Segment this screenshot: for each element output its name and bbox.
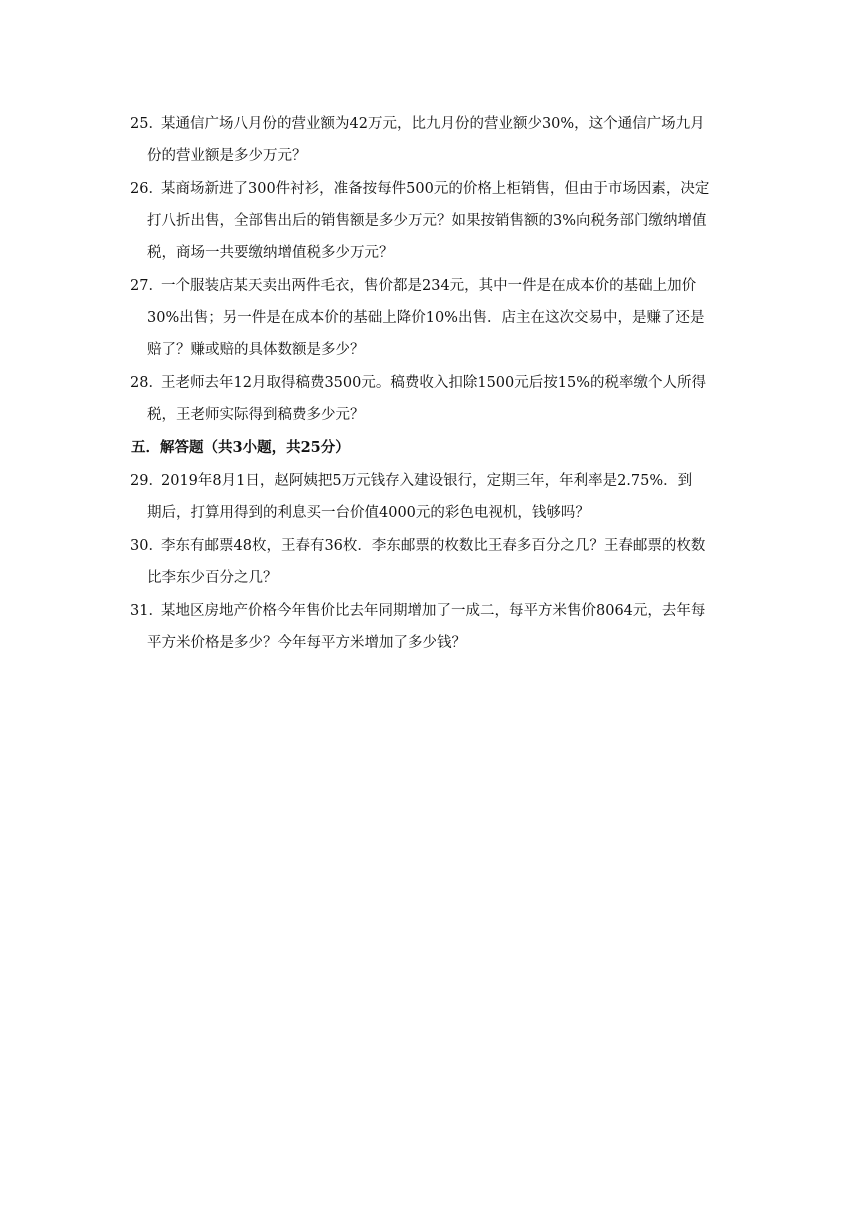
question-text-line: 赔了？赚或赔的具体数额是多少？	[147, 342, 365, 358]
question-text-line: 打八折出售，全部售出后的销售额是多少万元？如果按销售额的3%向税务部门缴纳增值	[147, 213, 707, 229]
question-text-line: 李东有邮票48枚，王春有36枚．李东邮票的枚数比王春多百分之几？王春邮票的枚数	[161, 538, 706, 554]
question-number: 26．	[130, 181, 163, 197]
question-29	[131, 465, 731, 529]
question-text-line: 期后，打算用得到的利息买一台价值4000元的彩色电视机，钱够吗？	[147, 505, 590, 521]
question-27	[131, 270, 731, 366]
question-text-line: 2019年8月1日，赵阿姨把5万元钱存入建设银行，定期三年，年利率是2.75%．到	[161, 473, 693, 489]
question-number: 28．	[130, 375, 163, 391]
section-title: 五．解答题（共3小题，共25分）	[131, 439, 350, 456]
question-28	[131, 367, 731, 431]
question-number: 27．	[130, 278, 163, 294]
question-number: 30．	[130, 538, 163, 554]
question-31	[131, 595, 731, 659]
question-25	[131, 108, 731, 172]
question-text-line: 某地区房地产价格今年售价比去年同期增加了一成二，每平方米售价8064元，去年每	[161, 603, 706, 619]
question-number: 31．	[130, 603, 163, 619]
question-text-line: 某商场新进了300件衬衫，准备按每件500元的价格上柜销售，但由于市场因素，决定	[161, 181, 710, 197]
question-text-line: 王老师去年12月取得稿费3500元。稿费收入扣除1500元后按15%的税率缴个人所得	[161, 375, 706, 391]
question-number: 25．	[130, 116, 163, 132]
question-text-line: 税，王老师实际得到稿费多少元？	[147, 407, 365, 423]
question-number: 29．	[130, 473, 163, 489]
question-text-line: 30%出售；另一件是在成本价的基础上降价10%出售．店主在这次交易中，是赚了还是	[147, 310, 705, 326]
question-26	[131, 173, 731, 269]
question-text-line: 一个服装店某天卖出两件毛衣，售价都是234元，其中一件是在成本价的基础上加价	[161, 278, 697, 294]
question-text-line: 份的营业额是多少万元？	[147, 148, 307, 164]
question-text-line: 某通信广场八月份的营业额为42万元，比九月份的营业额少30%，这个通信广场九月	[161, 116, 705, 132]
question-list	[131, 108, 731, 660]
question-text-line: 税，商场一共要缴纳增值税多少万元？	[147, 245, 394, 261]
question-text-line: 比李东少百分之几？	[147, 570, 278, 586]
question-text-line: 平方米价格是多少？今年每平方米增加了多少钱？	[147, 635, 466, 651]
question-30	[131, 530, 731, 594]
